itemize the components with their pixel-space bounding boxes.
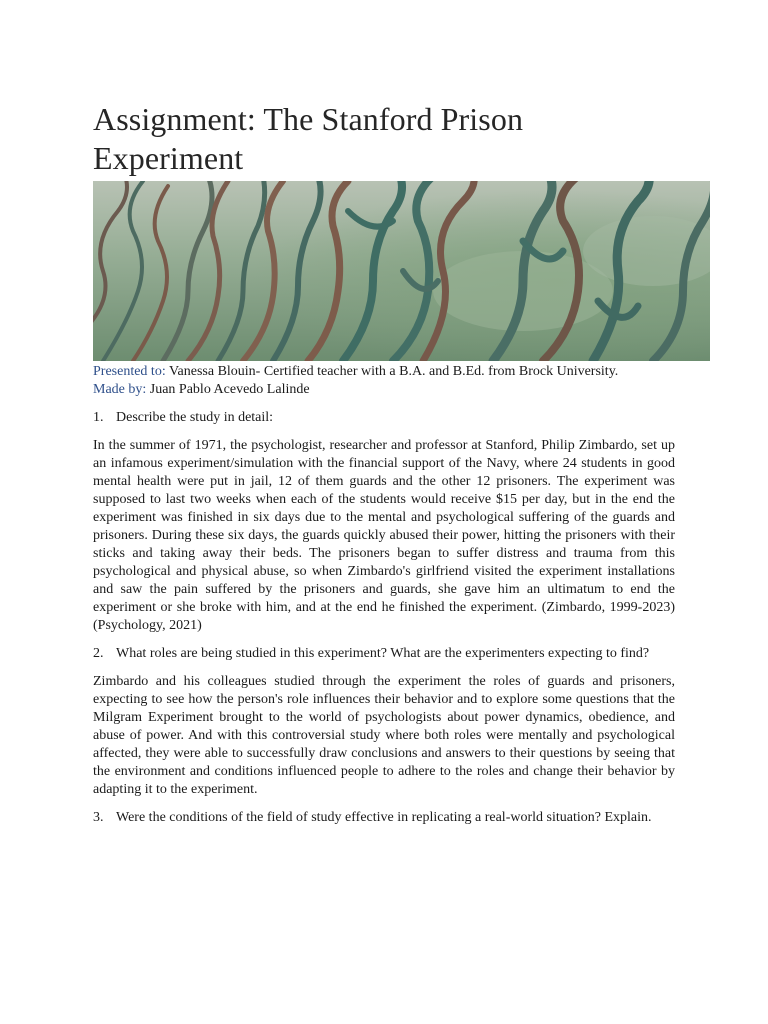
made-by-line bbox=[93, 381, 623, 399]
answer-1: In the summer of 1971, the psychologist, researcher and professor at Stanford, Philip Zimbardo, set up an infamous experiment/simulation with the financial support of the Navy, where 24 students in good mental health were put in jail, 12 of them guards and the other 12 prisoners. The experiment was supposed to last two weeks when each of the students would receive $15 per day, but in the end the experiment was finished in six days due to the mental and psychological suffering of the guards and prisoners. During these six days, the guards quickly abused their power, hitting the prisoners with their sticks and taking away their beds. The prisoners began to suffer distress and trauma from this psychological and physical abuse, so when Zimbardo's girlfriend visited the experiment installations and saw the pain suffered by the prisoners and guards, she gave him an ultimatum to end the experiment or she broke with him, and at the end he finished the experiment. (Zimbardo, 1999-2023) (Psychology, 2021) bbox=[93, 438, 675, 633]
question-1 bbox=[93, 409, 675, 427]
question-text: Were the conditions of the field of study effective in replicating a real-world situation? Explain. bbox=[116, 810, 652, 825]
made-by-label: Made by: bbox=[93, 382, 147, 397]
document-page bbox=[93, 100, 675, 827]
presented-to-line bbox=[93, 363, 623, 381]
question-2 bbox=[93, 645, 675, 663]
answer-2: Zimbardo and his colleagues studied through the experiment the roles of guards and prisoners, expecting to see how the person's role influences their behavior and to explore some questions that the Milgram Experiment brought to the world of psychologists about power dynamics, obedience, and abuse of power. And with this controversial study where both roles were mentally and psychological affected, they were able to successfully draw conclusions and answers to their questions by seeing that the environment and conditions influenced people to adhere to the roles and change their behavior by adapting it to the experiment. bbox=[93, 674, 675, 797]
question-text: Describe the study in detail: bbox=[116, 410, 274, 425]
presented-to-label: Presented to: bbox=[93, 364, 166, 379]
question-text: What roles are being studied in this experiment? What are the experimenters expecting to find? bbox=[116, 646, 650, 661]
question-number: 2. bbox=[93, 646, 104, 661]
made-by-value: Juan Pablo Acevedo Lalinde bbox=[146, 382, 310, 397]
question-3 bbox=[93, 809, 675, 827]
question-number: 3. bbox=[93, 810, 104, 825]
document-meta bbox=[93, 363, 623, 399]
question-number: 1. bbox=[93, 410, 104, 425]
presented-to-value: Vanessa Blouin- Certified teacher with a B.A. and B.Ed. from Brock University. bbox=[165, 364, 619, 379]
chain-link-fence-image bbox=[93, 181, 710, 361]
fence-illustration bbox=[93, 181, 710, 361]
document-title: Assignment: The Stanford Prison Experiment bbox=[93, 101, 524, 176]
